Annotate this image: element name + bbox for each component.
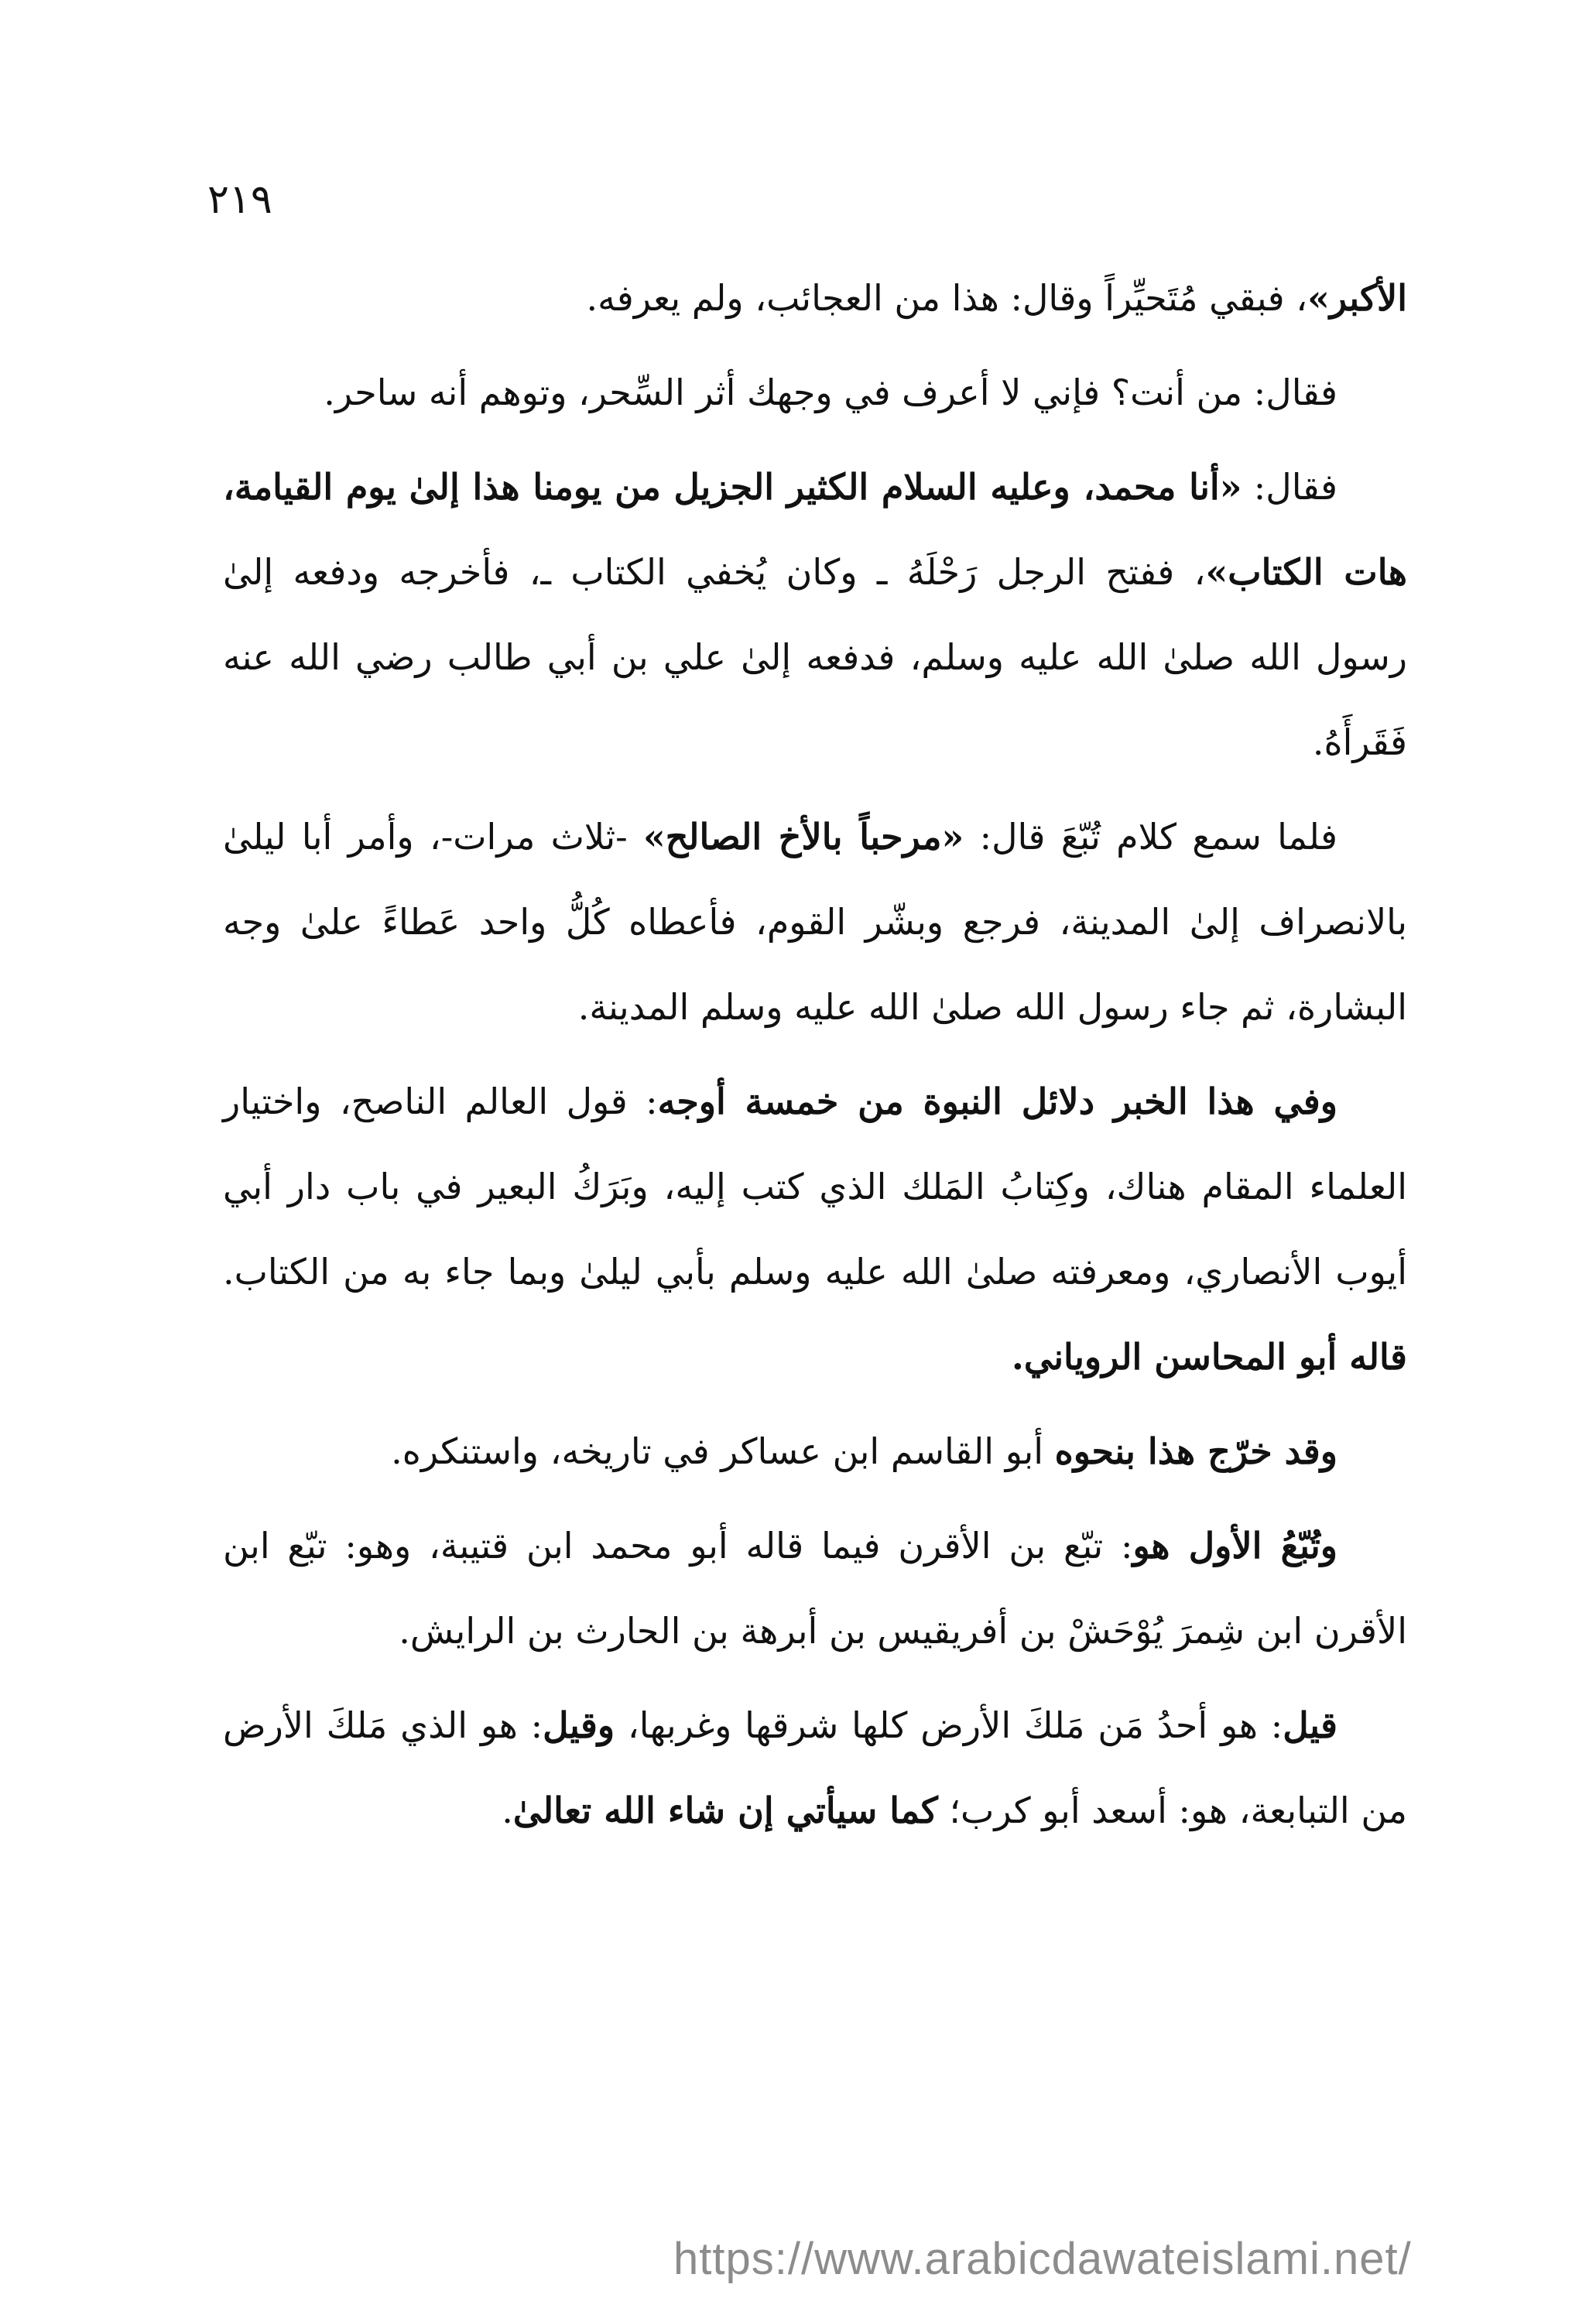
text-segment: : تبّع بن الأقرن فيما قاله أبو محمد ابن قتيبة، وهو: تبّع ابن الأقرن ابن شِمرَ يُوْحَشْ بن أفريقيس بن أبرهة بن الحارث بن الرايش.	[223, 1525, 1407, 1652]
paragraph	[223, 444, 1407, 785]
bold-text-segment: «مرحباً بالأخ الصالح»	[642, 816, 964, 858]
bold-text-segment: الأكبر»	[1307, 277, 1407, 319]
text-segment: -ثلاث مرات-، وأمر أبا ليلىٰ بالانصراف إلىٰ المدينة، فرجع وبشّر القوم، فأعطاه كُلُّ واحد عَطاءً علىٰ وجه البشارة، ثم جاء رسول الله صلىٰ الله عليه وسلم المدينة.	[223, 816, 1407, 1028]
paragraph	[223, 1409, 1407, 1494]
text-segment: : هو أحدُ مَن مَلكَ الأرض كلها شرقها وغربها،	[615, 1704, 1283, 1746]
text-segment: : هو الذي مَلكَ الأرض من التبابعة، هو: أسعد أبو كرب؛	[223, 1704, 1407, 1831]
text-segment: : قول العالم الناصح، واختيار العلماء المقام هناك، وكِتابُ المَلك الذي كتب إليه، وبَرَكُ البعير في باب دار أبي أيوب الأنصاري، ومعرفته صلىٰ الله عليه وسلم بأبي ليلىٰ وبما جاء به من الكتاب.	[223, 1081, 1407, 1293]
bold-text-segment: وفي هذا الخبر دلائل النبوة من خمسة أوجه	[657, 1081, 1337, 1122]
bold-text-segment: وقيل	[543, 1704, 615, 1746]
paragraph	[223, 794, 1407, 1050]
paragraph	[223, 1059, 1407, 1399]
paragraph	[223, 1503, 1407, 1673]
paragraph	[223, 350, 1407, 435]
text-segment: فلما سمع كلام تُبّعَ قال:	[964, 816, 1337, 858]
watermark-url: https://www.arabicdawateislami.net/	[673, 2234, 1412, 2284]
text-segment: فقال:	[1242, 466, 1337, 508]
bold-text-segment: وتُبّعُ الأول هو	[1132, 1525, 1337, 1567]
bold-text-segment: «أنا محمد، وعليه السلام الكثير الجزيل من يومنا هذا إلىٰ يوم القيامة، هات الكتاب»	[223, 466, 1408, 593]
bold-text-segment: كما سيأتي إن شاء الله تعالىٰ	[512, 1789, 938, 1831]
text-segment: ، ففتح الرجل رَحْلَهُ ـ وكان يُخفي الكتاب ـ، فأخرجه ودفعه إلىٰ رسول الله صلىٰ الله عليه وسلم، فدفعه إلىٰ علي بن أبي طالب رضي الله عنه فَقَرأَهُ.	[223, 551, 1407, 763]
bold-text-segment: قاله أبو المحاسن الروياني.	[1011, 1336, 1407, 1378]
bold-text-segment: قيل	[1283, 1704, 1337, 1746]
text-segment: أبو القاسم ابن عساكر في تاريخه، واستنكره.	[391, 1430, 1055, 1472]
text-segment: ، فبقي مُتَحيِّراً وقال: هذا من العجائب، ولم يعرفه.	[586, 277, 1308, 319]
paragraph	[223, 255, 1407, 341]
text-segment: .	[502, 1789, 513, 1831]
page-number: ٢١٩	[207, 176, 272, 223]
bold-text-segment: وقد خرّج هذا بنحوه	[1054, 1430, 1337, 1472]
text-segment: فقال: من أنت؟ فإني لا أعرف في وجهك أثر السِّحر، وتوهم أنه ساحر.	[324, 372, 1337, 413]
paragraph	[223, 1683, 1407, 1853]
body-text	[223, 255, 1407, 1862]
